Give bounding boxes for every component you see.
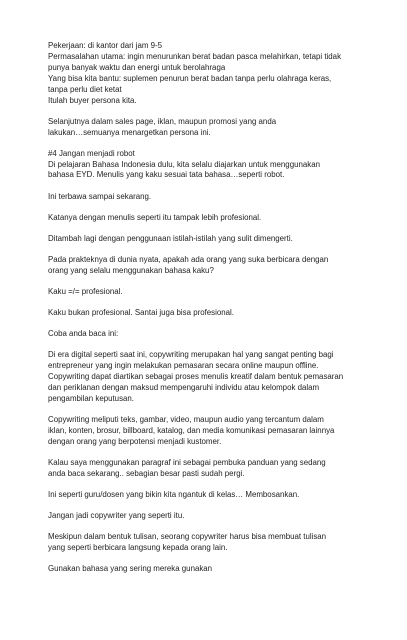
text-line: Kaku bukan profesional. Santai juga bisa profesional. [48, 307, 234, 317]
paragraph [48, 117, 393, 139]
text-line: Kalau saya menggunakan paragraf ini sebagai pembuka panduan yang sedang [48, 457, 326, 467]
text-line: Di era digital seperti saat ini, copywriting merupakan hal yang sangat penting bagi [48, 350, 334, 360]
text-line: anda baca sekarang.. sebagian besar pasti sudah pergi. [48, 468, 245, 478]
paragraph [48, 308, 393, 319]
paragraph [48, 255, 393, 277]
paragraph [48, 213, 393, 224]
text-line: Coba anda baca ini: [48, 329, 119, 338]
text-line: dan periklanan dengan maksud mempengaruhi individu atau kelompok dalam [48, 382, 320, 392]
text-line: Permasalahan utama: ingin menurunkan berat badan pasca melahirkan, tetapi tidak [48, 51, 342, 61]
text-line: iklan, konten, brosur, billboard, katalog, dan media komunikasi pemasaran lainnya [48, 425, 335, 435]
text-line: #4 Jangan menjadi robot [48, 148, 135, 158]
text-line: orang yang selalu menggunakan bahasa kaku? [48, 265, 214, 275]
paragraph [48, 490, 393, 501]
document-body [48, 41, 393, 585]
text-line: bahasa EYD. Menulis yang kaku sesuai tata bahasa…seperti robot. [48, 170, 285, 180]
text-line: Di pelajaran Bahasa Indonesia dulu, kita selalu diajarkan untuk menggunakan [48, 159, 320, 169]
text-line: Ini terbawa sampai sekarang. [48, 191, 152, 201]
paragraph [48, 350, 393, 405]
text-line: yang seperti berbicara langsung kepada orang lain. [48, 542, 228, 552]
text-line: Katanya dengan menulis seperti itu tampak lebih profesional. [48, 212, 262, 222]
text-line: Copywriting meliputi teks, gambar, video, maupun audio yang tercantum dalam [48, 414, 324, 424]
paragraph [48, 415, 393, 448]
text-line: Kaku =/= profesional. [48, 286, 123, 296]
text-line: Yang bisa kita bantu: suplemen penurun berat badan tanpa perlu olahraga keras, [48, 73, 332, 83]
paragraph [48, 149, 393, 182]
paragraph [48, 287, 393, 298]
text-line: pengambilan keputusan. [48, 393, 134, 403]
text-line: Pada prakteknya di dunia nyata, apakah ada orang yang suka berbicara dengan [48, 254, 329, 264]
text-line: Pekerjaan: di kantor dari jam 9-5 [48, 41, 163, 50]
paragraph [48, 458, 393, 480]
text-line: dengan orang yang berpotensi menjadi kustomer. [48, 436, 222, 446]
paragraph [48, 329, 393, 340]
text-line: Selanjutnya dalam sales page, iklan, maupun promosi yang anda [48, 116, 277, 126]
text-line: Ditambah lagi dengan penggunaan istilah-istilah yang sulit dimengerti. [48, 233, 293, 243]
text-line: tanpa perlu diet ketat [48, 84, 122, 94]
text-line: Itulah buyer persona kita. [48, 95, 137, 105]
paragraph [48, 192, 393, 203]
paragraph [48, 511, 393, 522]
text-line: Meskipun dalam bentuk tulisan, seorang copywriter harus bisa membuat tulisan [48, 531, 327, 541]
paragraph [48, 564, 393, 575]
text-line: Ini seperti guru/dosen yang bikin kita ngantuk di kelas… Membosankan. [48, 489, 300, 499]
paragraph [48, 41, 393, 106]
text-line: Copywriting dapat diartikan sebagai proses menulis kreatif dalam bentuk pemasaran [48, 371, 344, 381]
text-line: entrepreneur yang ingin melakukan pemasaran secara online maupun offline. [48, 361, 319, 370]
text-line: Gunakan bahasa yang sering mereka gunakan [48, 563, 213, 573]
text-line: Jangan jadi copywriter yang seperti itu. [48, 510, 185, 520]
paragraph [48, 532, 393, 554]
text-line: punya banyak waktu dan energi untuk berolahraga [48, 62, 226, 72]
text-line: lakukan…semuanya menargetkan persona ini. [48, 127, 211, 137]
paragraph [48, 234, 393, 245]
